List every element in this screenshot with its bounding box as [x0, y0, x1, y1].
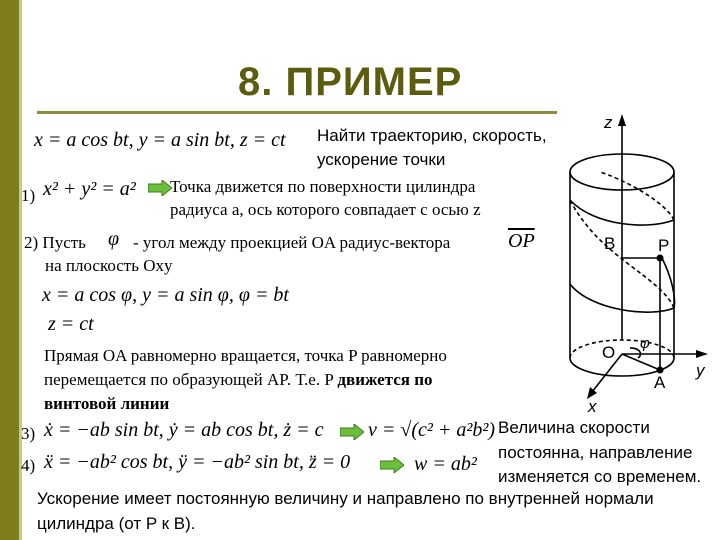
- step2-text: - угол между проекцией OA радиус-вектора: [133, 233, 451, 252]
- slide-title: 8. ПРИМЕР: [238, 60, 463, 104]
- vector-op: $\overline{OP}$: [508, 230, 535, 252]
- step1-arrow-icon: [148, 180, 172, 196]
- step3-arrow-icon: [340, 424, 364, 440]
- label-y: y: [696, 361, 705, 380]
- task-line-2: ускорение точки: [317, 150, 446, 169]
- step2-phi: φ: [108, 228, 120, 250]
- cylinder-bottom-back: [570, 340, 674, 358]
- conclusion-line-1: Ускорение имеет постоянную величину и направлено по внутренней нормали: [37, 489, 654, 508]
- para-line-2: [44, 370, 433, 390]
- step4-formula: ẍ = −ab² cos bt, ÿ = −ab² sin bt, z̈ = 0: [44, 451, 351, 473]
- label-a: A: [654, 373, 666, 392]
- step2-line-2: на плоскость Oxy: [45, 256, 173, 275]
- conclusion-line-2: цилиндра (от P к B).: [37, 514, 196, 533]
- step2-formula-2: z = ct: [48, 313, 94, 335]
- z-axis-arrowhead: [618, 114, 626, 126]
- step2-formula-1: x = a cos φ, y = a sin φ, φ = bt: [42, 284, 289, 306]
- y-axis-arrowhead: [696, 350, 708, 358]
- para-line-1: Прямая OA равномерно вращается, точка P равномерно: [44, 346, 447, 365]
- step1-text-line-1: Точка движется по поверхности цилиндра: [170, 177, 476, 196]
- step4-number: 4): [21, 456, 36, 475]
- step3-number: 3): [21, 424, 36, 443]
- para-line-2a: перемещается по образующей AP. Т.е. P: [44, 370, 338, 389]
- para-line-2b: движется по: [337, 370, 433, 389]
- step3-comment-2: постоянна, направление: [498, 443, 693, 462]
- step1-text-line-2: радиуса a, ось которого совпадает с осью z: [170, 200, 481, 219]
- para-line-3: винтовой линии: [44, 394, 170, 413]
- cylinder-diagram: [560, 108, 716, 418]
- label-o: O: [602, 343, 616, 362]
- title-underline: [37, 111, 557, 114]
- phi-arc: [630, 348, 641, 358]
- label-z: z: [604, 113, 613, 132]
- label-b: B: [604, 234, 616, 253]
- step1-formula: x² + y² = a²: [43, 178, 136, 200]
- helix-to-P: [662, 258, 675, 308]
- helix-back-2: [600, 172, 674, 220]
- step3-comment-3: изменяется со временем.: [498, 467, 702, 486]
- sidebar-bar: [0, 0, 19, 540]
- task-line-1: Найти траекторию, скорость,: [317, 126, 547, 145]
- step3-comment-1: Величина скорости: [498, 418, 650, 437]
- label-x: x: [588, 397, 597, 416]
- step3-result: v = √(c² + a²b²): [368, 419, 496, 441]
- equation-of-motion: x = a cos bt, y = a sin bt, z = ct: [34, 129, 286, 151]
- label-p: P: [658, 236, 670, 255]
- step4-result: w = ab²: [414, 453, 477, 475]
- label-phi: φ: [640, 335, 650, 352]
- step4-arrow-icon: [380, 457, 404, 473]
- step3-formula: ẋ = −ab sin bt, ẏ = ab cos bt, ż = c: [44, 419, 324, 441]
- segment-oa: [622, 354, 660, 370]
- step1-number: 1): [21, 186, 36, 205]
- point-p: [657, 255, 664, 262]
- step2-prefix: 2) Пусть: [24, 233, 86, 252]
